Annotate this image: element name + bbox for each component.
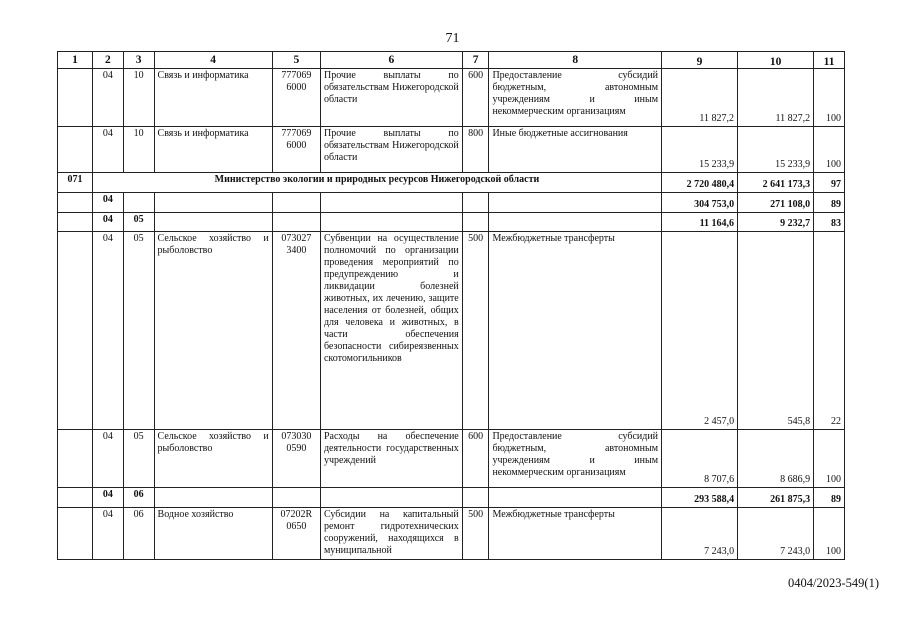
- cell-section: 04: [92, 213, 123, 232]
- cell-expense-type: 600: [462, 69, 489, 127]
- empty-cell: [58, 508, 93, 560]
- header-row: [58, 52, 845, 69]
- cell-section: 04: [92, 430, 123, 488]
- cell-expense-name: Предоставление субсидий бюджетным, автономным учреждениям и иным некоммерческим организациям: [489, 430, 662, 488]
- cell-subsection: 06: [123, 508, 154, 560]
- table-row: [58, 232, 845, 430]
- cell-executed: 15 233,9: [738, 127, 814, 173]
- table-row: [58, 127, 845, 173]
- cell-c1: [58, 127, 93, 173]
- cell-description: Субвенции на осуществление полномочий по организации проведения мероприятий по предупреждению и ликвидации болезней животных, их лечению, защите населения от болезней, общих для человека и животных, в части обеспечения безопасности сибиреязвенных скотомогильников: [320, 232, 462, 430]
- header-cell: 4: [154, 52, 272, 69]
- header-cell: 8: [489, 52, 662, 69]
- budget-table: [57, 51, 845, 560]
- cell-target-code: 073030 0590: [272, 430, 320, 488]
- cell-target-code: 777069 6000: [272, 127, 320, 173]
- cell-planned: 15 233,9: [662, 127, 738, 173]
- ministry-row: [58, 173, 845, 193]
- empty-cell: [154, 193, 272, 213]
- empty-cell: [489, 488, 662, 508]
- header-cell: 10: [738, 52, 814, 69]
- cell-subsection: 05: [123, 430, 154, 488]
- cell-name: Связь и информатика: [154, 69, 272, 127]
- cell-percent: 22: [814, 232, 845, 430]
- cell-percent: 97: [814, 173, 845, 193]
- cell-section: 04: [92, 127, 123, 173]
- cell-planned: 293 588,4: [662, 488, 738, 508]
- cell-name: Сельское хозяйство и рыболовство: [154, 232, 272, 430]
- cell-planned: 11 827,2: [662, 69, 738, 127]
- cell-expense-type: 500: [462, 508, 489, 560]
- cell-executed: 9 232,7: [738, 213, 814, 232]
- cell-description: Расходы на обеспечение деятельности государственных учреждений: [320, 430, 462, 488]
- cell-expense-name: Межбюджетные трансферты: [489, 232, 662, 430]
- cell-target-code: 777069 6000: [272, 69, 320, 127]
- cell-target-code: 07202R 0650: [272, 508, 320, 560]
- document-code: 0404/2023-549(1): [788, 576, 879, 590]
- cell-percent: 89: [814, 193, 845, 213]
- subsection-row: [58, 488, 845, 508]
- header-cell: 1: [58, 52, 93, 69]
- cell-name: Сельское хозяйство и рыболовство: [154, 430, 272, 488]
- cell-executed: 2 641 173,3: [738, 173, 814, 193]
- empty-cell: [489, 213, 662, 232]
- cell-percent: 89: [814, 488, 845, 508]
- cell-planned: 11 164,6: [662, 213, 738, 232]
- header-cell: 2: [92, 52, 123, 69]
- header-cell: 3: [123, 52, 154, 69]
- empty-cell: [272, 193, 320, 213]
- cell-subsection: 06: [123, 488, 154, 508]
- cell-section: 04: [92, 193, 123, 213]
- empty-cell: [58, 488, 93, 508]
- empty-cell: [489, 193, 662, 213]
- empty-cell: [320, 193, 462, 213]
- cell-subsection: 10: [123, 127, 154, 173]
- cell-executed: 271 108,0: [738, 193, 814, 213]
- cell-planned: 304 753,0: [662, 193, 738, 213]
- cell-section: 04: [92, 508, 123, 560]
- subsection-row: [58, 213, 845, 232]
- cell-section: 04: [92, 488, 123, 508]
- cell-executed: 7 243,0: [738, 508, 814, 560]
- cell-executed: 261 875,3: [738, 488, 814, 508]
- empty-cell: [320, 488, 462, 508]
- cell-c1: [58, 69, 93, 127]
- cell-name: Связь и информатика: [154, 127, 272, 173]
- cell-section: 04: [92, 69, 123, 127]
- empty-cell: [272, 213, 320, 232]
- cell-name: Водное хозяйство: [154, 508, 272, 560]
- empty-cell: [462, 488, 489, 508]
- cell-percent: 100: [814, 69, 845, 127]
- table-row: [58, 508, 845, 560]
- cell-planned: 2 720 480,4: [662, 173, 738, 193]
- cell-planned: 7 243,0: [662, 508, 738, 560]
- empty-cell: [58, 430, 93, 488]
- empty-cell: [154, 488, 272, 508]
- cell-ministry-code: 071: [58, 173, 93, 193]
- table-row: [58, 430, 845, 488]
- cell-target-code: 073027 3400: [272, 232, 320, 430]
- ministry-title: Министерство экологии и природных ресурсов Нижегородской области: [92, 173, 661, 193]
- empty-cell: [272, 488, 320, 508]
- cell-planned: 8 707,6: [662, 430, 738, 488]
- cell-expense-type: 800: [462, 127, 489, 173]
- cell-subsection: 05: [123, 232, 154, 430]
- empty-cell: [58, 213, 93, 232]
- empty-cell: [58, 193, 93, 213]
- page-number: 71: [445, 31, 460, 46]
- empty-cell: [320, 213, 462, 232]
- cell-expense-name: Межбюджетные трансферты: [489, 508, 662, 560]
- header-cell: 6: [320, 52, 462, 69]
- cell-expense-name: Предоставление субсидий бюджетным, автономным учреждениям и иным некоммерческим организациям: [489, 69, 662, 127]
- cell-expense-type: 500: [462, 232, 489, 430]
- section-row: [58, 193, 845, 213]
- cell-percent: 100: [814, 430, 845, 488]
- cell-executed: 11 827,2: [738, 69, 814, 127]
- cell-section: 04: [92, 232, 123, 430]
- cell-planned: 2 457,0: [662, 232, 738, 430]
- cell-description: Субсидии на капитальный ремонт гидротехнических сооружений, находящихся в муниципальной: [320, 508, 462, 560]
- cell-description: Прочие выплаты по обязательствам Нижегородской области: [320, 127, 462, 173]
- header-cell: 9: [662, 52, 738, 69]
- cell-executed: 545,8: [738, 232, 814, 430]
- cell-subsection: 10: [123, 69, 154, 127]
- cell-description: Прочие выплаты по обязательствам Нижегородской области: [320, 69, 462, 127]
- cell-percent: 100: [814, 127, 845, 173]
- header-cell: 5: [272, 52, 320, 69]
- empty-cell: [462, 193, 489, 213]
- empty-cell: [154, 213, 272, 232]
- empty-cell: [462, 213, 489, 232]
- cell-percent: 100: [814, 508, 845, 560]
- empty-cell: [58, 232, 93, 430]
- cell-expense-name: Иные бюджетные ассигнования: [489, 127, 662, 173]
- cell-percent: 83: [814, 213, 845, 232]
- cell-expense-type: 600: [462, 430, 489, 488]
- table-row: [58, 69, 845, 127]
- header-cell: 11: [814, 52, 845, 69]
- empty-cell: [123, 193, 154, 213]
- cell-executed: 8 686,9: [738, 430, 814, 488]
- header-cell: 7: [462, 52, 489, 69]
- cell-subsection: 05: [123, 213, 154, 232]
